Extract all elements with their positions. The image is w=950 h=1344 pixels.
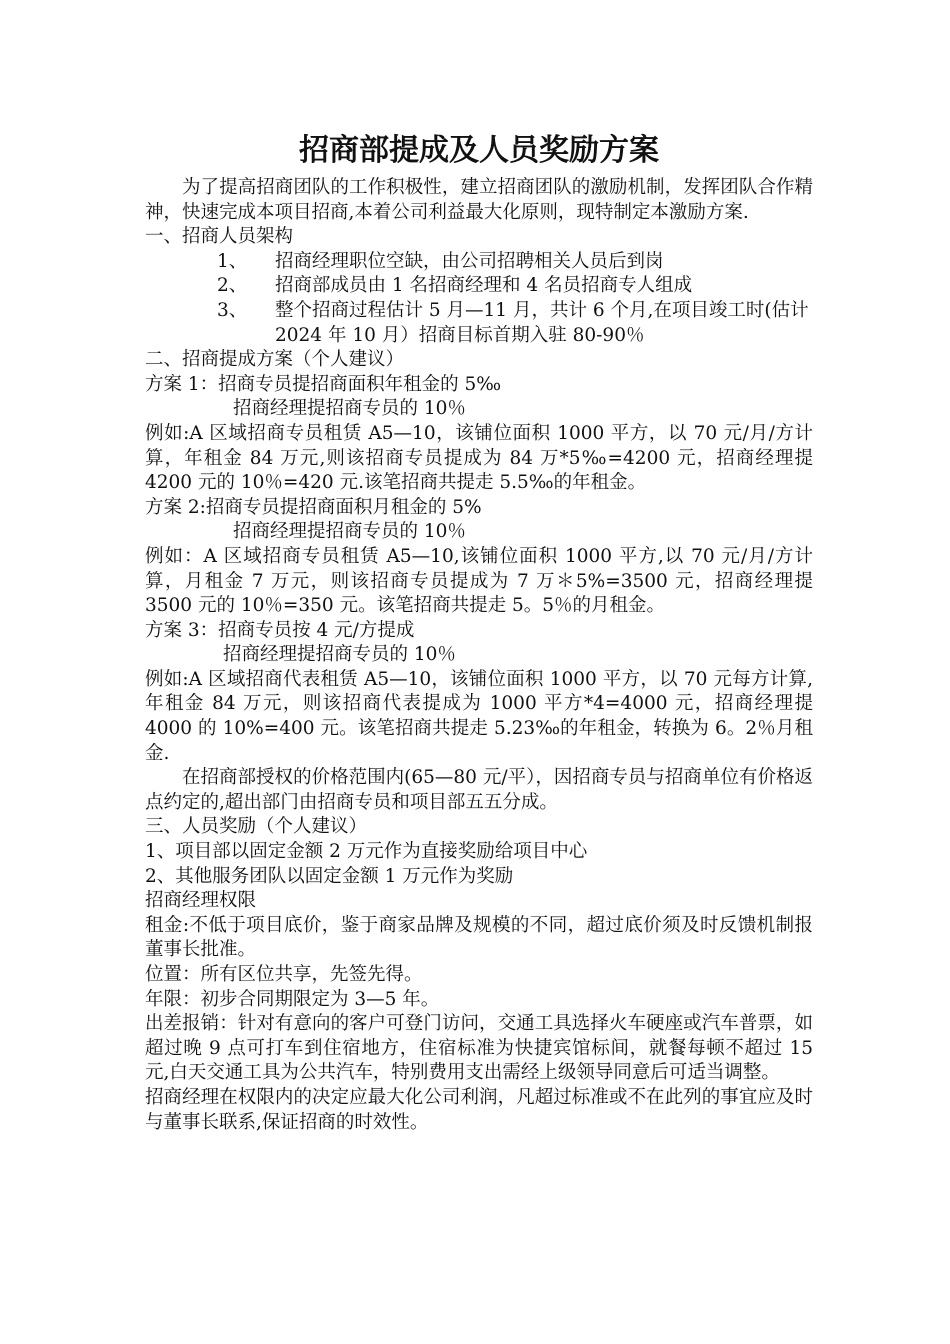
plan-2-example: 例如：A 区域招商专员租赁 A5—10,该铺位面积 1000 平方,以 70 元/月/方计算，月租金 7 万元，则该招商专员提成为 7 万＊5%=3500 元，招商经理提 3500 元的 10％=350 元。该笔招商共提走 5。5％的月租金。 bbox=[145, 545, 813, 617]
list-item-number: 2、 bbox=[217, 275, 248, 297]
closing-paragraph: 招商经理在权限内的决定应最大化公司利润，凡超过标准或不在此列的事宜应及时与董事长联系,保证招商的时效性。 bbox=[145, 1086, 813, 1133]
list-item-text: 招商部成员由 1 名招商经理和 4 名员招商专人组成 bbox=[275, 275, 693, 297]
travel-rule: 出差报销：针对有意向的客户可登门访问，交通工具选择火车硬座或汽车普票，如超过晚 9 点可打车到住宿地方，住宿标准为快捷宾馆标间，就餐每顿不超过 15 元,白天交通工具为公共汽车，特别费用支出需经上级领导同意后可适当调整。 bbox=[145, 1013, 813, 1084]
list-item-number: 1、 bbox=[217, 250, 248, 272]
plan-3-line-1: 方案 3：招商专员按 4 元/方提成 bbox=[145, 619, 415, 641]
section-3-heading: 三、人员奖励（个人建议） bbox=[145, 816, 368, 838]
term-rule: 年限：初步合同期限定为 3—5 年。 bbox=[145, 988, 440, 1010]
list-item-text: 整个招商过程估计 5 月—11 月，共计 6 个月,在项目竣工时(估计 2024 年 10 月）招商目标首期入驻 80-90％ bbox=[275, 299, 809, 346]
list-item bbox=[145, 299, 813, 348]
document-title: 招商部提成及人员奖励方案 bbox=[299, 133, 659, 168]
list-item bbox=[145, 274, 813, 299]
list-item-number: 3、 bbox=[217, 299, 248, 321]
authority-heading: 招商经理权限 bbox=[145, 890, 257, 912]
plan-1-line-1: 方案 1：招商专员提招商面积年租金的 5‰ bbox=[145, 373, 502, 395]
section-1-list bbox=[145, 250, 813, 348]
rebate-note: 在招商部授权的价格范围内(65—80 元/平），因招商专员与招商单位有价格返点约定的,超出部门由招商专员和项目部五五分成。 bbox=[145, 767, 813, 813]
plan-3-line-2: 招商经理提招商专员的 10％ bbox=[223, 644, 456, 666]
document-page bbox=[145, 128, 813, 1135]
position-rule: 位置：所有区位共享，先签先得。 bbox=[145, 964, 423, 985]
plan-1-line-2: 招商经理提招商专员的 10％ bbox=[233, 398, 466, 420]
section-2-heading: 二、招商提成方案（个人建议） bbox=[145, 349, 405, 371]
list-item-text: 招商经理职位空缺，由公司招聘相关人员后到岗 bbox=[275, 250, 664, 272]
plan-2-line-2: 招商经理提招商专员的 10％ bbox=[233, 521, 466, 543]
plan-2-line-1: 方案 2:招商专员提招商面积月租金的 5% bbox=[145, 496, 482, 518]
rent-rule: 租金:不低于项目底价，鉴于商家品牌及规模的不同，超过底价须及时反馈机制报董事长批准。 bbox=[145, 914, 813, 961]
intro-paragraph: 为了提高招商团队的工作积极性，建立招商团队的激励机制，发挥团队合作精神，快速完成本项目招商,本着公司利益最大化原则，现特制定本激励方案. bbox=[145, 177, 813, 223]
section-1-heading: 一、招商人员架构 bbox=[145, 226, 294, 248]
list-item bbox=[145, 250, 813, 275]
reward-item-1: 1、项目部以固定金额 2 万元作为直接奖励给项目中心 bbox=[145, 841, 588, 863]
plan-1-example: 例如:A 区域招商专员租赁 A5—10，该铺位面积 1000 平方，以 70 元/月/方计算，年租金 84 万元,则该招商专员提成为 84 万*5‰=4200 元，招商经理提 4200 元的 10％=420 元.该笔招商共提走 5.5‰的年租金。 bbox=[145, 422, 813, 494]
plan-3-example: 例如:A 区域招商代表租赁 A5—10，该铺位面积 1000 平方，以 70 元每方计算,年租金 84 万元，则该招商代表提成为 1000 平方*4=4000 元，招商经理提 4000 的 10%=400 元。该笔招商共提走 5.23‰的年租金，转换为 6。2％月租金. bbox=[145, 668, 813, 764]
reward-item-2: 2、其他服务团队以固定金额 1 万元作为奖励 bbox=[145, 865, 514, 887]
